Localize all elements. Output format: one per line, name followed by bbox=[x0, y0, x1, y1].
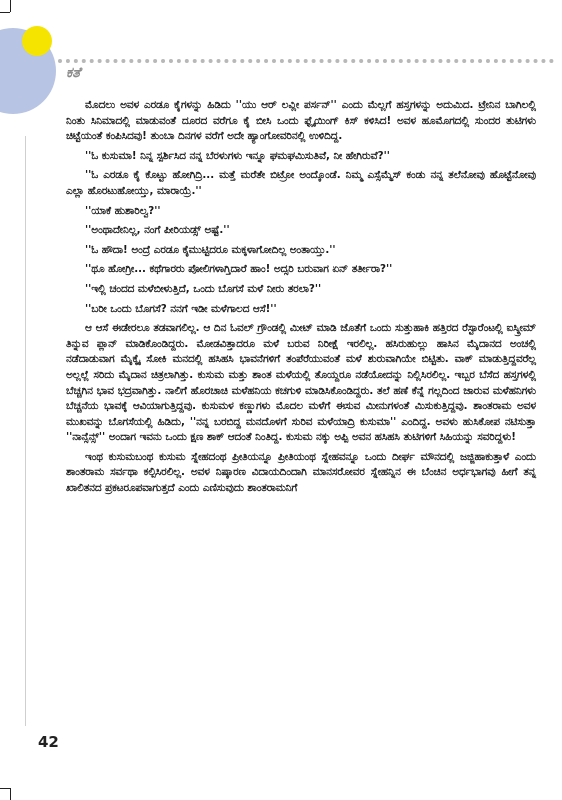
paragraph: ''ಯಾಕೆ ಹುಶಾರಿಲ್ವ?'' bbox=[85, 204, 161, 217]
crop-mark-bottom-left-v bbox=[10, 788, 11, 800]
paragraph: ಮೊದಲು ಅವಳ ಎರಡೂ ಕೈಗಳನ್ನು ಹಿಡಿದು ''ಯು ಆರ್ ಲವ್ಲೀ ಪರ್ಸನ್'' ಎಂದು ಮೆಲ್ಲಗೆ ಹಸ್ತಗಳನ್ನು ಅದುಮಿದ. ಟ್ರೇನಿನ ಬಾಗಿಲಲ್ಲಿ ನಿಂತು ಸಿನಿಮಾದಲ್ಲಿ ಮಾಡುವಂತೆ ದೂರದ ವರೆಗೂ ಕೈ ಬೀಸಿ ಒಂದು ಫ್ಲೈಯಿಂಗ್ ಕಿಸ್ ಕಳಿಸಿದ! ಅವಳ ಹೂಮೊಗದಲ್ಲಿ ಸುಂದರ ತುಟಿಗಳು ಚಿಟ್ಟೆಯಂತೆ ಕಂಪಿಸಿದವು! ತುಂಬಾ ದಿನಗಳ ವರೆಗೆ ಅದೇ ಹ್ಯಾಂಗೋವರಿನಲ್ಲಿ ಉಳಿದಿದ್ದ. bbox=[66, 99, 536, 143]
crop-mark-bottom-left-h bbox=[0, 788, 10, 789]
paragraph: ''ಇಲ್ಲಿ ಚಂದದ ಮಳೆಬೀಳುತ್ತಿದೆ, ಒಂದು ಬೊಗಸೆ ಮಳೆ ನೀರು ತರಲಾ?'' bbox=[85, 282, 322, 295]
paragraph: ''ಓ ಕುಸುಮಾ! ನಿನ್ನ ಸ್ಪರ್ಶಿಸಿದ ನನ್ನ ಬೆರಳುಗಳು ಇನ್ನೂ ಘಮಘಮಿಸುತಿವೆ, ನೀ ಹೇಗಿರುವೆ?'' bbox=[85, 149, 390, 162]
paragraph: ''ಓ ಹೌದಾ! ಅಂದ್ರೆ ಎರಡೂ ಕೈಮುಟ್ಟಿದರೂ ಮಕ್ಕಳಾಗೋದಿಲ್ಲ ಅಂತಾಯ್ತು.'' bbox=[85, 243, 336, 256]
paragraph: ಇಂಥ ಕುಸುಮಬಂಥ ಕುಸುಮ ಸ್ನೇಹದಂಥ ಪ್ರೀತಿಯನ್ನೂ ಪ್ರೀತಿಯಂಥ ಸ್ನೇಹವನ್ನೂ ಒಂದು ದೀರ್ಘ ಮೌನದಲ್ಲಿ ಜಜ್ಜಿಹಾಕುತ್ತಾಳೆ ಎಂದು ಶಾಂತರಾಮ ಸರ್ವಥಾ ಕಲ್ಪಿಸಿರಲಿಲ್ಲ. ಅವಳ ನಿಷ್ಕಾರಣ ವಿದಾಯದಿಂದಾಗಿ ಮಾನಸರೋವರ ಸ್ನೇಹನ್ನಿನ ಈ ಬೆಂಚಿನ ಅರ್ಧಭಾಗವು ಹೀಗೆ ತನ್ನ ಖಾಲಿತನದ ಪ್ರಕಟರೂಪವಾಗುತ್ತದೆ ಎಂದು ಎಣಿಸುವುದು ಶಾಂತರಾಮನಿಗೆ bbox=[66, 450, 536, 495]
paragraph: ''ಓ ಎರಡೂ ಕೈ ಕೊಟ್ಟು ಹೋಗಿದ್ರಿ... ಮತ್ತೆ ಮರೆತೇ ಬಿಟ್ರೋ ಅಂದ್ಕೊಂಡೆ. ನಿಮ್ಮ ಎಸ್ಸೆಮ್ಮೆಸ್ ಕಂಡು ನನ್ನ ತಲೆನೋವು ಹೊಟ್ಟೆನೋವು ಎಲ್ಲಾ ಹೊರಟುಹೋಯ್ತು, ಮಾರಾಯ್ರೆ.'' bbox=[66, 169, 536, 197]
page-number: 42 bbox=[38, 733, 59, 751]
crop-mark-top-left-v bbox=[10, 0, 11, 12]
decorative-yellow-circle bbox=[22, 26, 52, 56]
margin-rule bbox=[25, 136, 26, 726]
paragraph: ''ಬರೀ ಒಂದು ಬೊಗಸೆ? ನನಗೆ ಇಡೀ ಮಳೆಗಾಲದ ಆಸೆ!'' bbox=[85, 302, 277, 315]
dotted-header-rule bbox=[58, 59, 554, 63]
paragraph: ''ಅಂಥಾದೇನಿಲ್ಲ, ನಂಗೆ ಪೀರಿಯಡ್ಸ್ ಅಷ್ಟೆ.'' bbox=[85, 224, 230, 237]
paragraph: ''ಥೂ ಹೋಗ್ರೀ... ಕಥೆಗಾರರು ಪೋಲಿಗಳಾಗ್ತಿದಾರೆ ಹಾಂ! ಅದ್ಸರಿ ಬರುವಾಗ ಏನ್ ತರ್ತೀರಾ?'' bbox=[85, 263, 393, 276]
section-label: ಕತೆ bbox=[66, 65, 81, 81]
crop-mark-top-left-h bbox=[0, 12, 10, 13]
paragraph: ಆ ಆಸೆ ಈಡೇರಲೂ ತಡವಾಗಲಿಲ್ಲ. ಆ ದಿನ ಓವಲ್ ಗ್ರೌಂಡಲ್ಲಿ ಮೀಟ್ ಮಾಡಿ ಜೊತೆಗೆ ಒಂದು ಸುತ್ತುಹಾಕಿ ಹತ್ತಿರದ ರೆಸ್ಟಾರೆಂಟಲ್ಲಿ ಐಸ್ಕ್ರೀಮ್ ತಿನ್ನುವ ಪ್ಲಾನ್ ಮಾಡಿಕೊಂಡಿದ್ದರು. ಮೋಡವಿತ್ತಾದರೂ ಮಳೆ ಬರುವ ನಿರೀಕ್ಷೆ ಇರಲಿಲ್ಲ. ಹಸಿರುಹುಲ್ಲು ಹಾಸಿನ ಮೈದಾನದ ಅಂಚಲ್ಲಿ ನಡೆದಾಡುವಾಗ ಮೈಕ್ಕೈ ಸೋಕಿ ಮನದಲ್ಲಿ ಹಸಿಹಸಿ ಭಾವನೆಗಳಿಗೆ ತಂಪೆರೆಯುವಂತೆ ಮಳೆ ಶುರುವಾಗಿಯೇ ಬಿಟ್ಟಿತು. ವಾಕ್ ಮಾಡುತ್ತಿದ್ದವರೆಲ್ಲ ಅಲ್ಲಲ್ಲೆ ಸರಿದು ಮೈದಾನ ಚಿತ್ರಲಾಗಿತ್ತು. ಕುಸುಮ ಮತ್ತು ಶಾಂತ ಮಳೆಯಲ್ಲಿ ತೊಯ್ದರೂ ನಡೆಯೋದನ್ನು ನಿಲ್ಲಿಸಿರಲಿಲ್ಲ. ಇಬ್ಬರ ಬೆಸೆದ ಹಸ್ತಗಳಲ್ಲಿ ಬೆಚ್ಚಗಿನ ಭಾವ ಭದ್ರವಾಗಿತ್ತು. ನಾಲಿಗೆ ಹೊರಚಾಚಿ ಮಳೆಹನಿಯ ಕಚಗುಳಿ ಮಾಡಿಸಿಕೊಂಡಿದ್ದರು. ತಲೆ ಹಣೆ ಕೆನ್ನೆ ಗಲ್ಲದಿಂದ ಜಾರುವ ಮಳೆಹನಿಗಳು ಬೆಚ್ಚನೆಯ ಭಾವಕ್ಕೆ ಆವಿಯಾಗುತ್ತಿದ್ದವು. ಕುಸುಮಳ ಕಣ್ಣುಗಳು ಮೊದಲ ಮಳೆಗೆ ಈಸುವ ಮೀನುಗಳಂತೆ ಮಿಸುಕುತ್ತಿದ್ದವು. ಶಾಂತರಾಮ ಅವಳ ಮುಖವನ್ನು ಬೊಗಸೆಯಲ್ಲಿ ಹಿಡಿದು, ''ನನ್ನ ಬರಬಿದ್ದ ಮನದೊಳಗೆ ಸುರಿವ ಮಳೆಯಾದ್ರಿ ಕುಸುಮಾ'' ಎಂದಿದ್ದ. ಅವಳು ಹುಸಿಕೋಪ ನಟಿಸುತ್ತಾ ''ನಾನ್ಸೆನ್ಸ್'' ಅಂದಾಗ ಇವನು ಒಂದು ಕ್ಷಣ ಶಾಕ್ ಆದಂತೆ ನಿಂತಿದ್ದ. ಕುಸುಮ ನಕ್ಕು ಅಪ್ಪಿ ಅವನ ಹಸಿಹಸಿ ತುಟಿಗಳಿಗೆ ಸಿಹಿಯನ್ನು ಸವರಿದ್ದಳು! bbox=[66, 322, 536, 444]
article-body bbox=[66, 98, 536, 501]
